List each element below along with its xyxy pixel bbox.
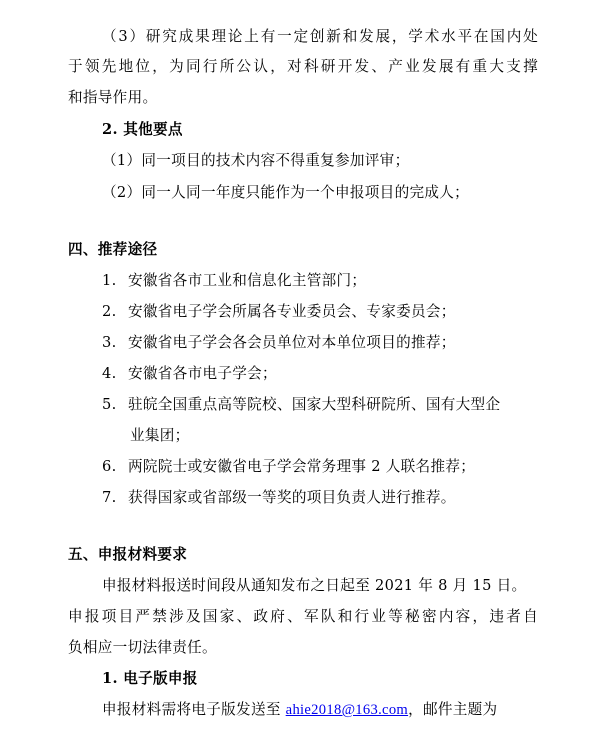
list-item [102, 489, 538, 507]
submission-text-post: ，邮件主题为 [408, 701, 498, 718]
criteria-3-line-1: （3）研究成果理论上有一定创新和发展，学术水平在国内处 [102, 28, 538, 45]
list-item-text: 获得国家或省部级一等奖的项目负责人进行推荐。 [128, 489, 456, 506]
list-item [102, 365, 538, 383]
list-item-continuation: 业集团； [130, 427, 190, 444]
list-item-number: 5. [102, 396, 117, 413]
list-item-number: 4. [102, 365, 117, 382]
list-item [102, 458, 538, 476]
list-item [102, 334, 538, 352]
other-points-heading: 2. 其他要点 [102, 121, 183, 138]
list-item [102, 303, 538, 321]
list-item-text: 安徽省电子学会各会员单位对本单位项目的推荐； [128, 334, 456, 351]
list-item-number: 6. [102, 458, 117, 475]
section-5-heading: 五、申报材料要求 [68, 546, 188, 563]
email-link[interactable]: ahie2018@163.com [285, 702, 409, 718]
list-item-number: 7. [102, 489, 117, 506]
list-item-text: 安徽省各市工业和信息化主管部门； [128, 272, 367, 289]
other-points-item-2: （2）同一人同一年度只能作为一个申报项目的完成人； [102, 184, 470, 201]
list-item-text: 安徽省电子学会所属各专业委员会、专家委员会； [128, 303, 456, 320]
section-5-para-line-1: 申报材料报送时间段从通知发布之日起至 2021 年 8 月 15 日。 [102, 577, 527, 594]
other-points-item-1: （1）同一项目的技术内容不得重复参加评审； [102, 152, 410, 169]
criteria-3-line-2: 于领先地位，为同行所公认，对科研开发、产业发展有重大支撑 [68, 58, 538, 75]
list-item-text: 驻皖全国重点高等院校、国家大型科研院所、国有大型企 [128, 396, 501, 413]
section-5-para-line-2: 申报项目严禁涉及国家、政府、军队和行业等秘密内容，违者自 [68, 608, 538, 625]
section-5-para-line-3: 负相应一切法律责任。 [68, 639, 217, 656]
section-4-heading: 四、推荐途径 [68, 241, 158, 258]
list-item [102, 396, 538, 414]
electronic-submission-heading: 1. 电子版申报 [102, 670, 198, 687]
electronic-submission-line-1 [102, 701, 538, 719]
criteria-3-line-3: 和指导作用。 [68, 89, 158, 106]
list-item-number: 1. [102, 272, 117, 289]
submission-text-pre: 申报材料需将电子版发送至 [102, 701, 286, 718]
list-item-text: 两院院士或安徽省电子学会常务理事 2 人联名推荐； [128, 458, 476, 475]
list-item [102, 272, 538, 290]
list-item-number: 3. [102, 334, 117, 351]
list-item-text: 安徽省各市电子学会； [128, 365, 277, 382]
list-item-number: 2. [102, 303, 117, 320]
